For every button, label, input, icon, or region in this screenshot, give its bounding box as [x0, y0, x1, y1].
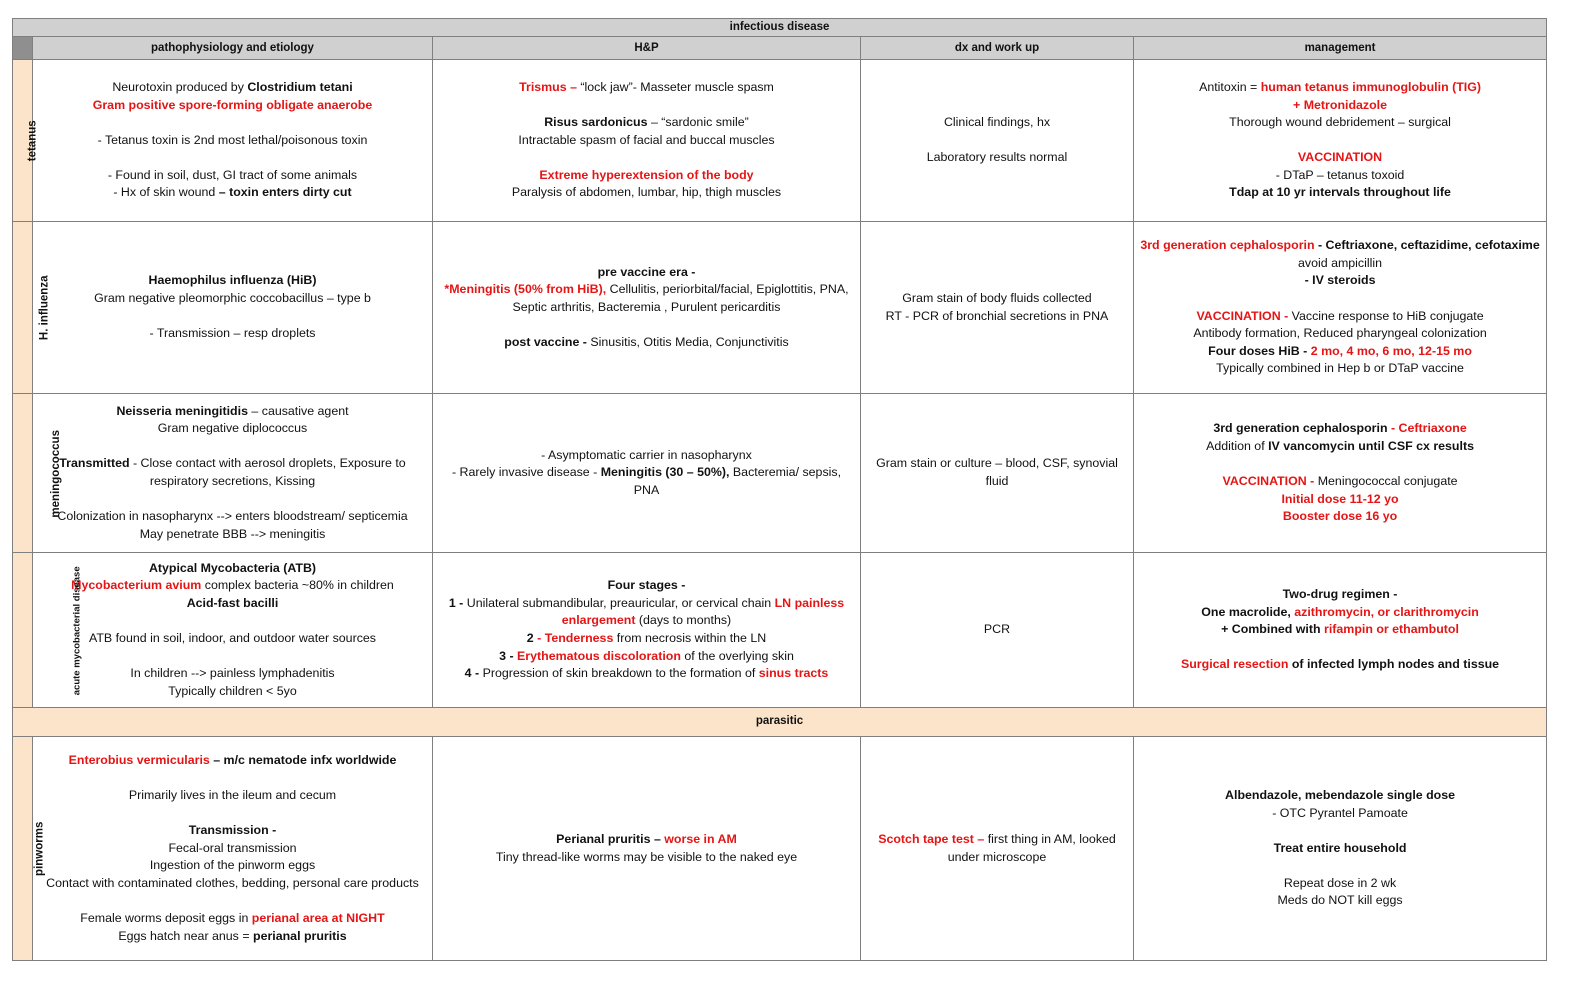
- tetanus-hp: Trismus – “lock jaw”- Masseter muscle spasm Risus sardonicus – “sardonic smile” Intractable spasm of facial and buccal muscles Extreme hyperextension of the body Paralysis of abdomen, lumbar, hip, thigh muscles: [433, 60, 861, 222]
- table-title-row: [13, 19, 1547, 37]
- myco-hp: Four stages - 1 - Unilateral submandibular, preauricular, or cervical chain LN painless enlargement (days to months) 2 - Tenderness from necrosis within the LN 3 - Erythematous discoloration of the overlying skin 4 - Progression of skin breakdown to the formation of sinus tracts: [433, 553, 861, 708]
- table-title: infectious disease: [13, 19, 1547, 37]
- row-tetanus: [13, 60, 1547, 222]
- myco-pathophysiology: Atypical Mycobacteria (ATB) Mycobacterium avium complex bacteria ~80% in children Acid-fast bacilli ATB found in soil, indoor, and outdoor water sources In children --> painless lymphadenitis Typically children < 5yo: [33, 553, 433, 708]
- row-label-meningococcus: meningococcus: [13, 394, 33, 553]
- row-label-acute-mycobacterial: acute mycobacterial disease: [13, 553, 33, 708]
- myco-management: Two-drug regimen - One macrolide, azithromycin, or clarithromycin + Combined with rifampin or ethambutol Surgical resection of infected lymph nodes and tissue: [1134, 553, 1547, 708]
- column-header-row: [13, 37, 1547, 60]
- col-header-management: management: [1134, 37, 1547, 60]
- hflu-dx: Gram stain of body fluids collected RT - PCR of bronchial secretions in PNA: [861, 222, 1134, 394]
- row-meningococcus: [13, 394, 1547, 553]
- col-header-dx: dx and work up: [861, 37, 1134, 60]
- mening-management: 3rd generation cephalosporin - Ceftriaxone Addition of IV vancomycin until CSF cx results VACCINATION - Meningococcal conjugate Initial dose 11-12 yo Booster dose 16 yo: [1134, 394, 1547, 553]
- pinworms-management: Albendazole, mebendazole single dose - OTC Pyrantel Pamoate Treat entire household Repeat dose in 2 wk Meds do NOT kill eggs: [1134, 737, 1547, 961]
- tetanus-dx: Clinical findings, hx Laboratory results normal: [861, 60, 1134, 222]
- col-header-hp: H&P: [433, 37, 861, 60]
- section-parasitic: parasitic: [13, 708, 1547, 737]
- mening-pathophysiology: Neisseria meningitidis – causative agent Gram negative diplococcus Transmitted - Close contact with aerosol droplets, Exposure to respiratory secretions, Kissing Colonization in nasopharynx --> enters bloodstream/ septicemia May penetrate BBB --> meningitis: [33, 394, 433, 553]
- header-corner: [13, 37, 33, 60]
- mening-dx: Gram stain or culture – blood, CSF, synovial fluid: [861, 394, 1134, 553]
- myco-dx: PCR: [861, 553, 1134, 708]
- row-label-tetanus: tetanus: [13, 60, 33, 222]
- row-pinworms: [13, 737, 1547, 961]
- row-label-pinworms: pinworms: [13, 737, 33, 961]
- hflu-management: 3rd generation cephalosporin - Ceftriaxone, ceftazidime, cefotaxime avoid ampicillin - IV steroids VACCINATION - Vaccine response to HiB conjugate Antibody formation, Reduced pharyngeal colonization Four doses HiB - 2 mo, 4 mo, 6 mo, 12-15 mo Typically combined in Hep b or DTaP vaccine: [1134, 222, 1547, 394]
- mening-hp: - Asymptomatic carrier in nasopharynx - Rarely invasive disease - Meningitis (30 – 50%), Bacteremia/ sepsis, PNA: [433, 394, 861, 553]
- tetanus-management: Antitoxin = human tetanus immunoglobulin (TIG) + Metronidazole Thorough wound debridement – surgical VACCINATION - DTaP – tetanus toxoid Tdap at 10 yr intervals throughout life: [1134, 60, 1547, 222]
- disease-table: [12, 18, 1547, 961]
- pinworms-hp: Perianal pruritis – worse in AM Tiny thread-like worms may be visible to the naked eye: [433, 737, 861, 961]
- tetanus-pathophysiology: Neurotoxin produced by Clostridium tetani Gram positive spore-forming obligate anaerobe - Tetanus toxin is 2nd most lethal/poisonous toxin - Found in soil, dust, GI tract of some animals - Hx of skin wound – toxin enters dirty cut: [33, 60, 433, 222]
- row-h-influenza: [13, 222, 1547, 394]
- hflu-pathophysiology: Haemophilus influenza (HiB) Gram negative pleomorphic coccobacillus – type b - Transmission – resp droplets: [33, 222, 433, 394]
- pinworms-pathophysiology: Enterobius vermicularis – m/c nematode infx worldwide Primarily lives in the ileum and cecum Transmission - Fecal-oral transmission Ingestion of the pinworm eggs Contact with contaminated clothes, bedding, personal care products Female worms deposit eggs in perianal area at NIGHT Eggs hatch near anus = perianal pruritis: [33, 737, 433, 961]
- pinworms-dx: Scotch tape test – first thing in AM, looked under microscope: [861, 737, 1134, 961]
- section-parasitic-row: [13, 708, 1547, 737]
- col-header-pathophysiology: pathophysiology and etiology: [33, 37, 433, 60]
- hflu-hp: pre vaccine era - *Meningitis (50% from HiB), Cellulitis, periorbital/facial, Epiglottitis, PNA, Septic arthritis, Bacteremia , Purulent pericarditis post vaccine - Sinusitis, Otitis Media, Conjunctivitis: [433, 222, 861, 394]
- row-acute-mycobacterial: [13, 553, 1547, 708]
- row-label-h-influenza: H. influenza: [13, 222, 33, 394]
